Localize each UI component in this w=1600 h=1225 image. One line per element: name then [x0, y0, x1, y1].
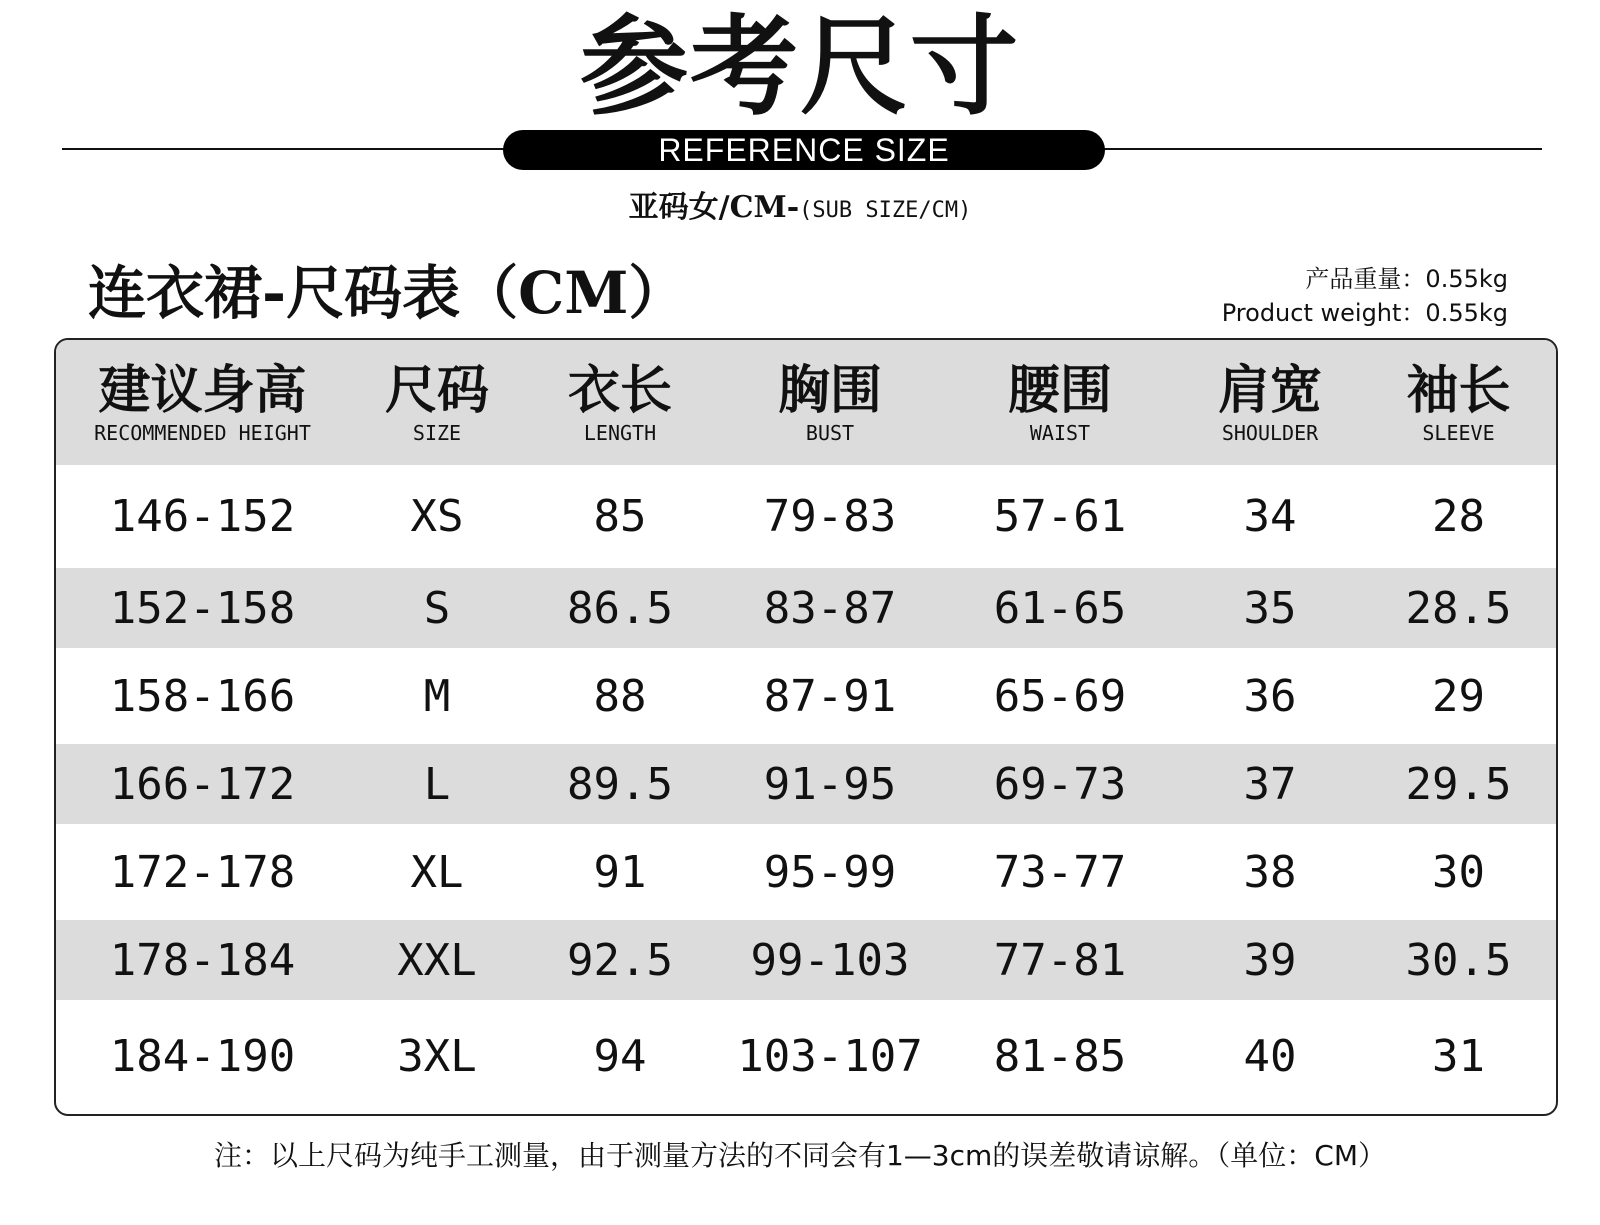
table-row — [56, 824, 1556, 920]
cell-waist: 81-85 — [993, 1030, 1127, 1082]
header-en: SHOULDER — [1221, 420, 1319, 445]
cell-height: 166-172 — [109, 758, 296, 810]
cell-waist: 57-61 — [993, 491, 1127, 542]
left-divider — [62, 148, 512, 150]
table-row — [56, 465, 1556, 568]
header-cn: 胸围 — [777, 359, 882, 421]
header-length — [525, 340, 715, 465]
header-cn: 袖长 — [1406, 359, 1511, 421]
header-en: LENGTH — [583, 420, 657, 445]
cell-length: 91 — [593, 846, 647, 898]
cell-height: 158-166 — [109, 670, 296, 722]
header-cn: 衣长 — [567, 359, 672, 421]
header-cn: 腰围 — [1007, 359, 1112, 421]
cell-size: M — [423, 670, 451, 722]
cell-shoulder: 34 — [1243, 491, 1297, 542]
table-row — [56, 648, 1556, 744]
cell-bust: 79-83 — [763, 491, 897, 542]
cell-shoulder: 39 — [1243, 934, 1297, 986]
cell-height: 178-184 — [109, 934, 296, 986]
cell-shoulder: 38 — [1243, 846, 1297, 898]
table-row — [56, 568, 1556, 648]
cell-bust: 91-95 — [763, 758, 897, 810]
cell-shoulder: 40 — [1243, 1030, 1297, 1082]
right-divider — [1092, 148, 1542, 150]
cell-length: 89.5 — [567, 758, 673, 810]
cell-sleeve: 28 — [1432, 491, 1485, 542]
cell-length: 86.5 — [567, 582, 673, 634]
weight-cn: 产品重量：0.55kg — [1305, 265, 1508, 293]
header-cn: 尺码 — [384, 359, 489, 421]
cell-sleeve: 31 — [1432, 1030, 1485, 1082]
cell-shoulder: 36 — [1243, 670, 1297, 722]
cell-size: S — [423, 582, 451, 634]
header-en: SLEEVE — [1422, 420, 1495, 445]
cell-bust: 95-99 — [763, 846, 897, 898]
header-height — [56, 340, 349, 465]
cell-height: 152-158 — [109, 582, 296, 634]
header-sleeve — [1365, 340, 1552, 465]
cell-sleeve: 30.5 — [1405, 934, 1512, 986]
cell-sleeve: 30 — [1432, 846, 1485, 898]
cell-bust: 83-87 — [763, 582, 897, 634]
cell-sleeve: 28.5 — [1405, 582, 1512, 634]
cell-size: XL — [410, 846, 464, 898]
cell-height: 172-178 — [109, 846, 296, 898]
header-en: SIZE — [412, 420, 462, 445]
header-waist — [945, 340, 1175, 465]
table-row — [56, 744, 1556, 824]
cell-length: 85 — [593, 491, 647, 542]
cell-waist: 69-73 — [993, 758, 1127, 810]
cell-length: 88 — [593, 670, 647, 722]
cell-waist: 61-65 — [993, 582, 1127, 634]
page-title: 参考尺寸 — [579, 4, 1020, 130]
header-shoulder — [1175, 340, 1365, 465]
header-en: WAIST — [1029, 420, 1091, 445]
header-bust — [715, 340, 945, 465]
cell-shoulder: 37 — [1243, 758, 1297, 810]
cell-length: 92.5 — [567, 934, 673, 986]
cell-height: 146-152 — [109, 491, 296, 542]
header-size — [349, 340, 525, 465]
cell-size: L — [423, 758, 451, 810]
cell-size: XS — [410, 491, 464, 542]
cell-bust: 103-107 — [737, 1030, 923, 1082]
cell-height: 184-190 — [109, 1030, 296, 1082]
cell-shoulder: 35 — [1243, 582, 1297, 634]
cell-bust: 99-103 — [750, 934, 910, 986]
table-row — [56, 1000, 1556, 1112]
cell-sleeve: 29.5 — [1405, 758, 1512, 810]
measurement-note: 注：以上尺码为纯手工测量，由于测量方法的不同会有1—3cm的误差敬请谅解。（单位：CM） — [213, 1139, 1386, 1172]
sub-size-en: (SUB SIZE/CM) — [799, 198, 972, 223]
table-header-row — [56, 340, 1556, 465]
product-weight — [1222, 262, 1508, 330]
cell-sleeve: 29 — [1432, 670, 1485, 722]
cell-waist: 65-69 — [993, 670, 1127, 722]
table-title: 连衣裙-尺码表（CM） — [88, 259, 687, 327]
cell-waist: 77-81 — [993, 934, 1127, 986]
reference-size-badge: REFERENCE SIZE — [503, 130, 1105, 170]
cell-size: XXL — [397, 934, 477, 986]
cell-size: 3XL — [397, 1030, 477, 1082]
table-row — [56, 920, 1556, 1000]
cell-bust: 87-91 — [763, 670, 897, 722]
header-en: RECOMMENDED HEIGHT — [94, 420, 311, 445]
header-cn: 建议身高 — [98, 359, 307, 421]
header-en: BUST — [805, 420, 855, 445]
size-table — [54, 338, 1558, 1116]
weight-en: Product weight：0.55kg — [1221, 299, 1508, 327]
cell-waist: 73-77 — [993, 846, 1127, 898]
header-cn: 肩宽 — [1217, 359, 1322, 421]
cell-length: 94 — [593, 1030, 647, 1082]
sub-size-label — [0, 182, 1600, 226]
sub-size-cn: 亚码女/CM- — [628, 190, 800, 225]
